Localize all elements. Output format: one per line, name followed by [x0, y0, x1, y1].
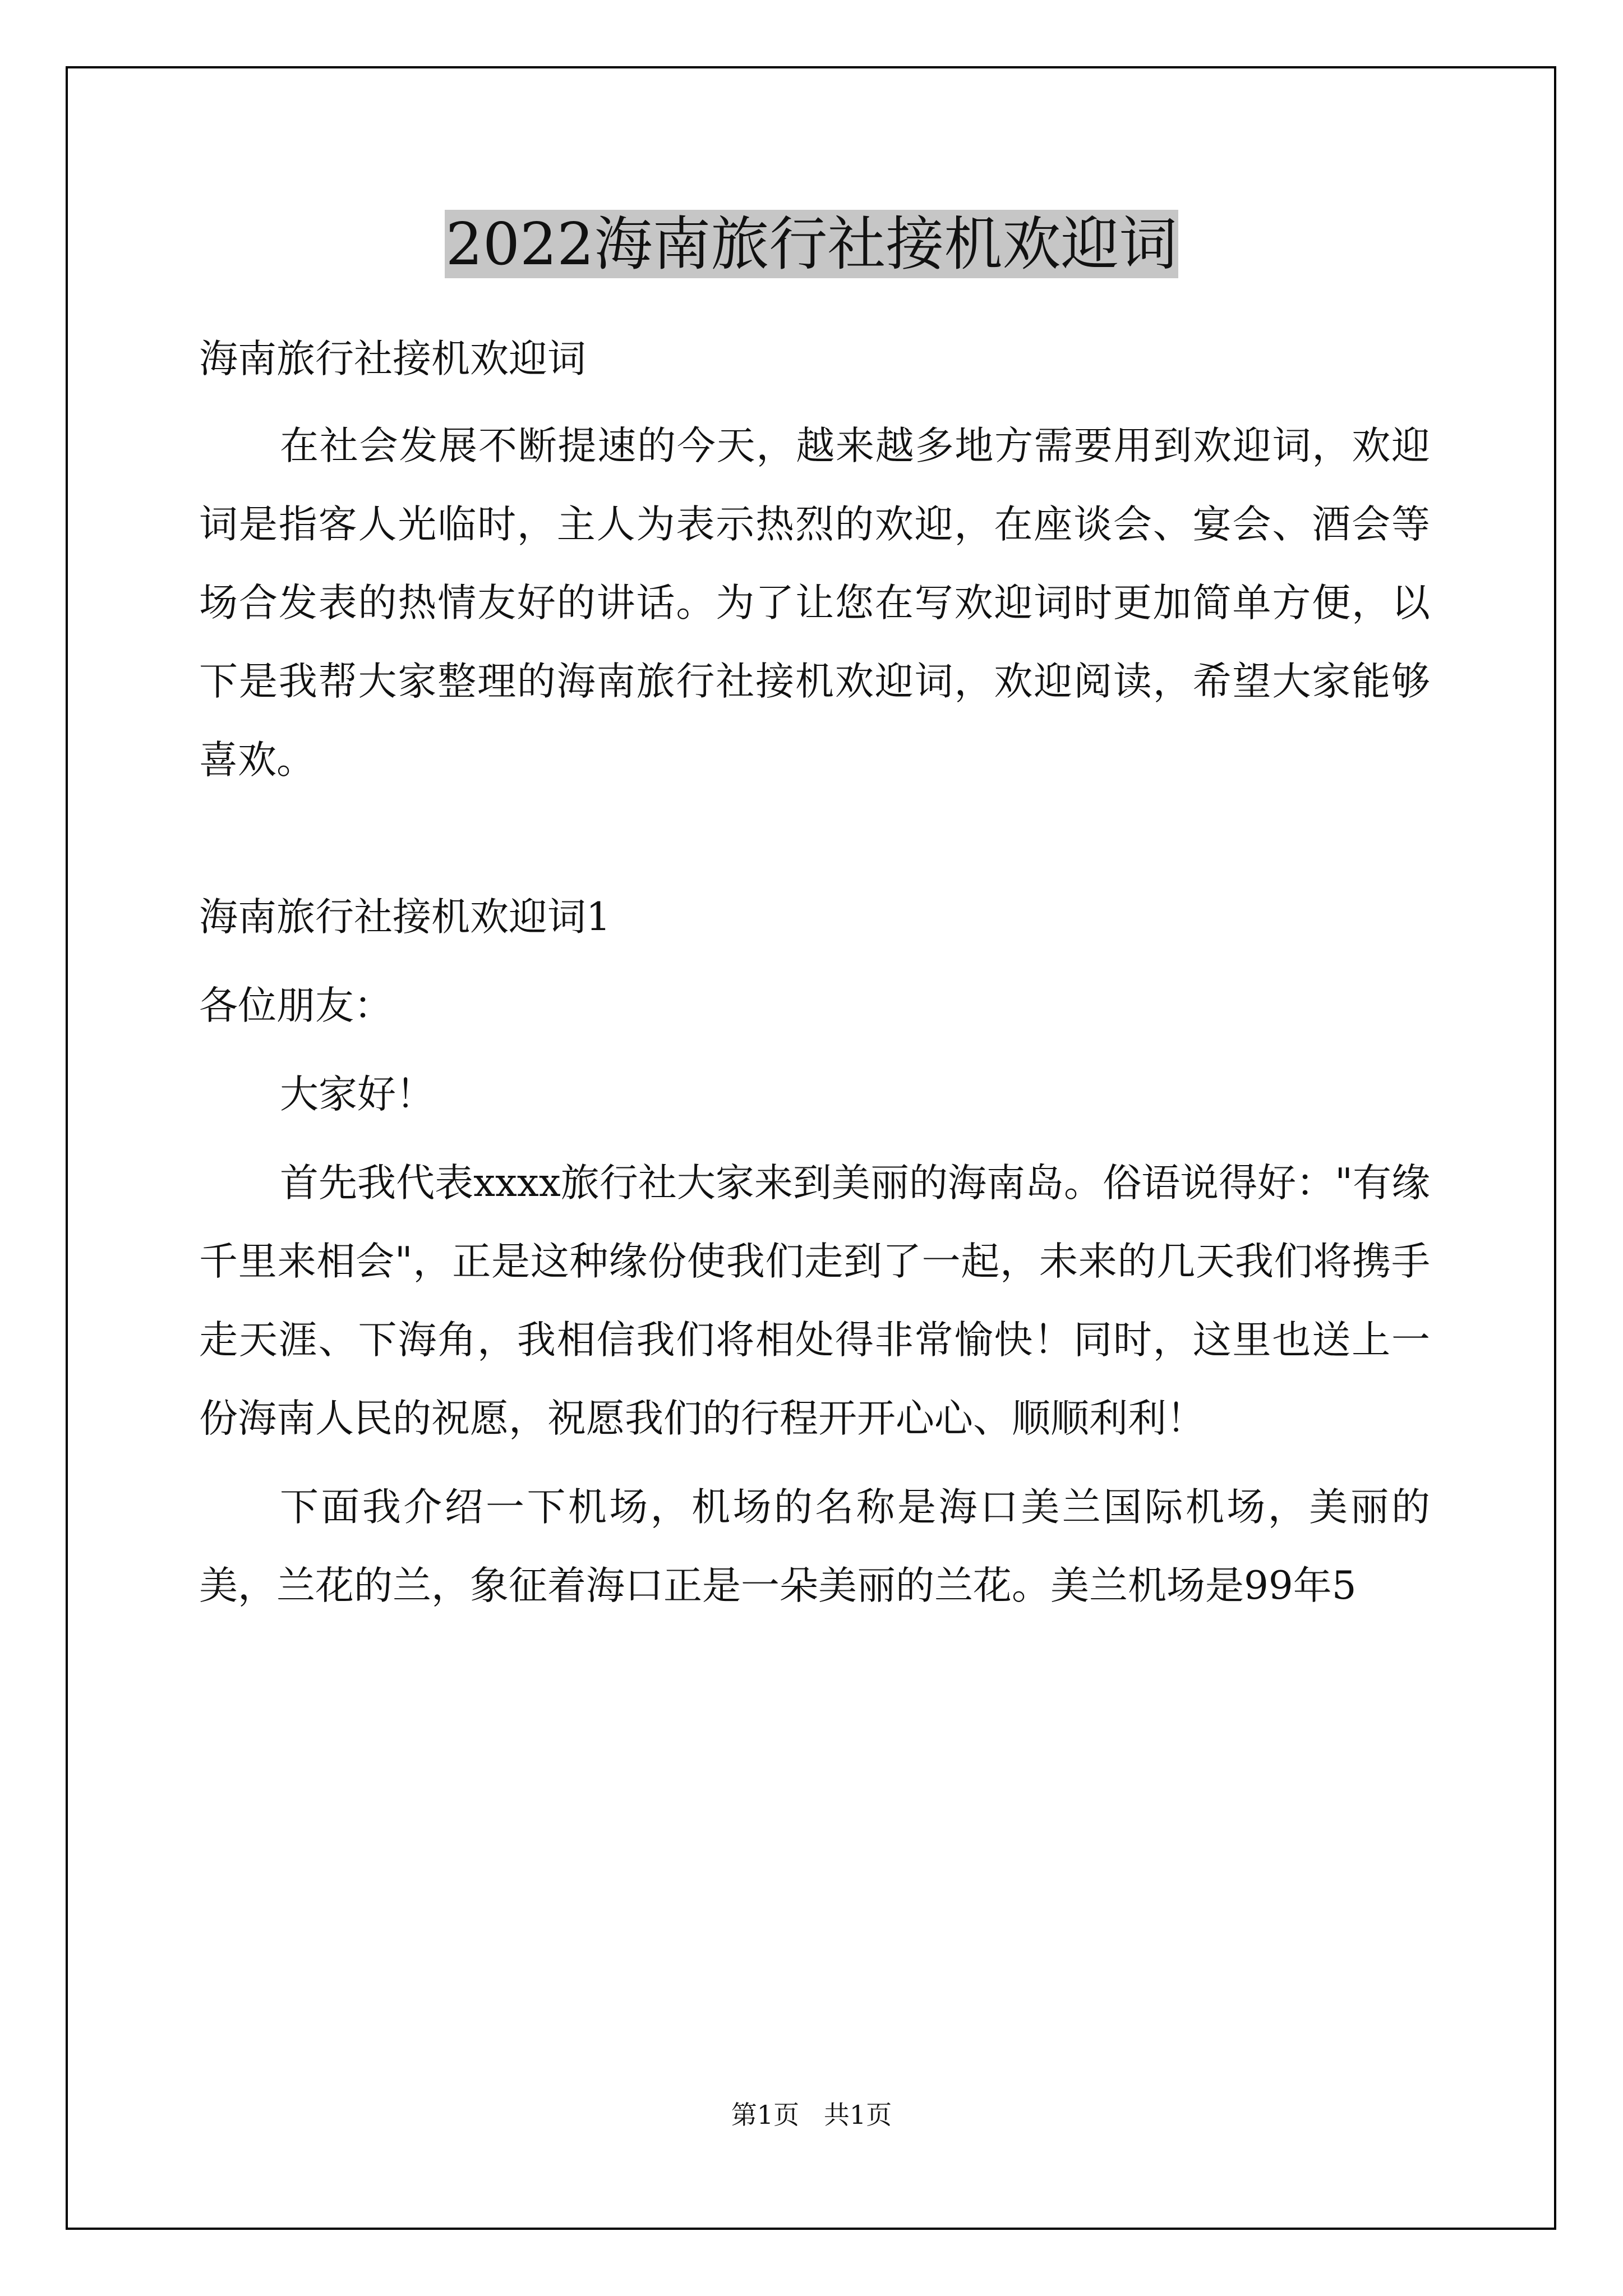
body-paragraph-1: 首先我代表xxxx旅行社大家来到美丽的海南岛。俗语说得好："有缘千里来相会"，正是这种缘份使我们走到了一起，未来的几天我们将携手走天涯、下海角，我相信我们将相处得非常愉快！同时，这里也送上一份海南人民的祝愿，祝愿我们的行程开开心心、顺顺利利！ [199, 1161, 1430, 1441]
greeting: 大家好！ [280, 1072, 435, 1117]
document-title-text: 2022海南旅行社接机欢迎词 [445, 210, 1178, 278]
body-paragraph-2: 下面我介绍一下机场，机场的名称是海口美兰国际机场，美丽的美，兰花的兰，象征着海口正是一朵美丽的兰花。美兰机场是99年5 [199, 1485, 1430, 1608]
section-heading: 海南旅行社接机欢迎词1 [199, 895, 611, 940]
page-number-footer: 第1页 共1页 [731, 2100, 892, 2130]
intro-heading: 海南旅行社接机欢迎词 [199, 337, 586, 381]
document-body [199, 320, 1430, 1625]
intro-paragraph: 在社会发展不断提速的今天，越来越多地方需要用到欢迎词，欢迎词是指客人光临时，主人为表示热烈的欢迎，在座谈会、宴会、酒会等场合发表的热情友好的讲话。为了让您在写欢迎词时更加简单方便，以下是我帮大家整理的海南旅行社接机欢迎词，欢迎阅读，希望大家能够喜欢。 [199, 424, 1430, 783]
document-title [0, 202, 1623, 286]
salutation: 各位朋友： [199, 983, 393, 1028]
